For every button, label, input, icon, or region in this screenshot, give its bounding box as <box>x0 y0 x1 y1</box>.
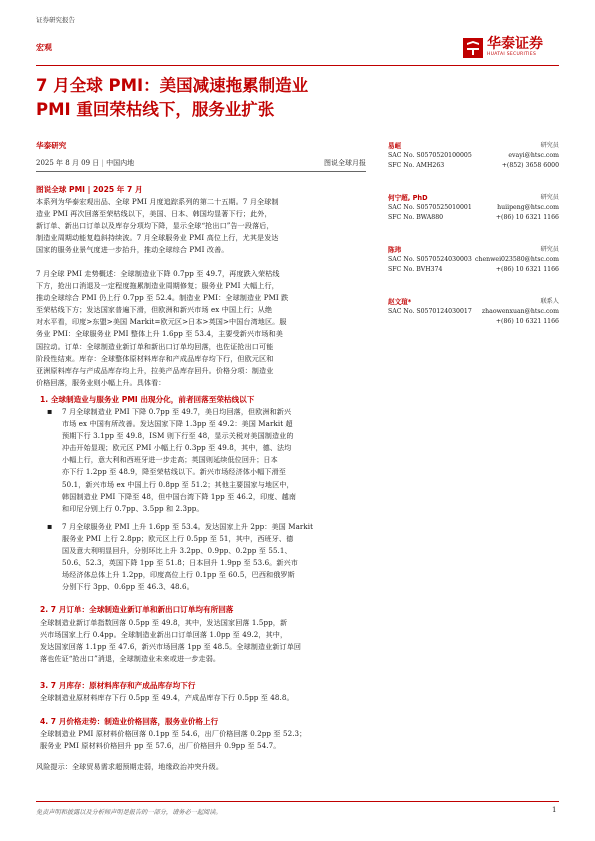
text-line: 造业 PMI 再次回落至荣枯线以下，美国、日本、韩国均显著下行；此外， <box>36 209 272 219</box>
text-line: 对水平看，印度>东盟>美国 Markit=欧元区>日本>英国>中国台湾地区。服 <box>36 317 287 327</box>
text-line: 本系列为华泰宏观出品、全球 PMI 月度追踪系列的第二十五期。7 月全球制 <box>36 197 279 206</box>
text-line: 国及意大利明显回升，分别环比上升 3.2pp、0.9pp、0.2pp 至 55.1、 <box>62 546 292 556</box>
analyst-phone: +(86) 10 6321 1166 <box>495 213 559 221</box>
text-line: 服务业 PMI 上行 2.8pp；欧元区上行 0.5pp 至 51，其中，西班牙、德 <box>62 534 294 544</box>
text-line: 7 月全球 PMI 走势概述：全球制造业下降 0.7pp 至 49.7，再度跌入荣枯线 <box>36 269 280 278</box>
analyst-name: 赵文瑄* <box>388 298 412 306</box>
page-number: 1 <box>552 806 557 814</box>
meta-row: 2025 年 8 月 09 日 | 中国内地 图说全球月报 <box>36 159 366 167</box>
org-name: 华泰研究 <box>36 141 67 150</box>
bullet-icon: ▪ <box>47 522 53 531</box>
logo-en: HUATAI SECURITIES <box>487 52 537 57</box>
text-line: 小幅上行，意大利和西班牙进一步走高；英国则延续低位回升；日本 <box>62 455 278 465</box>
text-line: 预期下行 3.1pp 至 49.8，ISM 则下行至 48，显示关税对美国制造业的 <box>62 431 294 441</box>
title-line2: PMI 重回荣枯线下，服务业扩张 <box>36 100 275 119</box>
summary-paragraph <box>36 268 366 389</box>
risk-warning: 风险提示：全球贸易需求超预期走弱，地缘政治冲突升级。 <box>36 762 224 771</box>
sac-no: SAC No. S0570524030003 <box>388 256 472 263</box>
logo-text: 华泰证券 <box>487 36 543 52</box>
text-line: 价格回落，服务业则小幅上升。具体看： <box>36 377 166 387</box>
text-line: 至荣枯线下方；发达国家普遍下滑，但欧洲和新兴市场 ex 中国上行；从绝 <box>36 305 273 315</box>
analyst-role: 联系人 <box>540 298 559 305</box>
text-line: 制造业周期动能复趋斜持续波。7 月全球服务业 PMI 高位上行，尤其是发达 <box>36 233 279 243</box>
section-paragraph <box>40 692 366 704</box>
analyst-card <box>388 140 559 192</box>
text-line: 务业 PMI：全球服务业 PMI 整体上升 1.6pp 至 53.4，主要受新兴市场和美 <box>36 329 283 339</box>
analyst-email[interactable]: evayi@htsc.com <box>508 152 559 159</box>
sac-no: SAC No. S0570520100005 <box>388 152 472 159</box>
text-line: 亚洲原料库存与产成品库存均上升，拉美产品库存回升。价格分项：制造业 <box>36 365 274 375</box>
sfc-no: SFC No. BWA880 <box>388 213 444 221</box>
text-line: 全球制造业新订单指数回落 0.5pp 至 49.8，其中，发达国家回落 1.5pp，新 <box>40 618 288 627</box>
footer-disclaimer[interactable]: 免责声明和披露以及分析师声明是报告的一部分，请务必一起阅读。 <box>36 809 222 816</box>
bullet-block <box>47 521 366 594</box>
meta-divider <box>36 171 366 172</box>
analyst-email[interactable]: zhaowenxuan@htsc.com <box>481 308 559 315</box>
section-heading: 3. 7 月库存：原材料库存和产成品库存均下行 <box>40 681 196 690</box>
text-line: 全球制造业原材料库存下行 0.5pp 至 49.4，产成品库存下行 0.5pp 至 48.8。 <box>40 693 294 702</box>
report-date: 2025 年 8 月 09 日 <box>36 159 100 167</box>
analyst-name: 陈玮 <box>388 246 402 254</box>
text-line: 市场 ex 中国有所改善。发达国家下降 1.3pp 至 49.2：美国 Markit 超 <box>62 419 293 429</box>
sac-no: SAC No. S0570124030017 <box>388 308 472 315</box>
text-line: 国拉动。订单：全球制造业新订单和新出口订单均回落，也佐证抢出口可能 <box>36 341 274 351</box>
logo-icon <box>463 38 483 58</box>
intro-paragraph <box>36 196 366 256</box>
analyst-email[interactable]: chenwei023580@htsc.com <box>475 256 559 263</box>
bullet-icon: ▪ <box>47 407 53 416</box>
header-divider <box>36 65 559 66</box>
text-line: 服务业 PMI 原材料价格回升 pp 至 57.6，出厂价格回升 0.9pp 至 54.7。 <box>40 741 281 751</box>
text-line: 落也佐证“抢出口”消退，全球制造业未来或进一步走弱。 <box>40 654 221 664</box>
text-line: 国家的服务业景气度进一步抬升，推动全球综合 PMI 改善。 <box>36 245 229 255</box>
analyst-name: 何宁超, PhD <box>388 194 428 202</box>
text-line: 亦下行 1.2pp 至 48.9，降至荣枯线以下。新兴市场经济体小幅下滑至 <box>62 467 286 477</box>
sector-label: 宏观 <box>36 43 52 52</box>
text-line: 7 月全球制造业 PMI 下降 0.7pp 至 49.7，美日均回落，但欧洲和新兴 <box>62 407 292 416</box>
report-region: 中国内地 <box>106 159 135 167</box>
analyst-card <box>388 244 559 296</box>
text-line: 冲击开始显现；欧元区 PMI 小幅上行 0.3pp 至 49.8，其中，德、法均 <box>62 443 292 453</box>
analyst-role: 研究员 <box>540 142 559 149</box>
company-logo <box>463 36 563 60</box>
report-type: 证券研究报告 <box>36 16 75 24</box>
section-paragraph <box>40 617 366 665</box>
text-line: 韩国制造业 PMI 下降至 48，但中国台湾下降 1pp 至 46.2，印度、越南 <box>62 491 297 501</box>
text-line: 50.6、52.3，英国下降 1pp 至 51.8；日本回升 1.9pp 至 53.6。新兴市 <box>62 558 298 568</box>
analyst-role: 研究员 <box>540 246 559 253</box>
text-line: 兴市场国家上行 0.4pp。全球制造业新出口订单回落 1.0pp 至 49.2，其中， <box>40 630 288 640</box>
title-line1: 7 月全球 PMI：美国减速拖累制造业 <box>36 76 309 95</box>
text-line: 7 月全球服务业 PMI 上升 1.6pp 至 53.4。发达国家上升 2pp：美国 Markit <box>62 522 314 531</box>
text-line: 新订单、新出口订单以及库存分项均下降，显示全球“抢出口”告一段落后， <box>36 221 274 231</box>
sfc-no: SFC No. BVH374 <box>388 265 443 273</box>
text-line: 和印尼分别上行 0.7pp、3.5pp 和 2.3pp。 <box>62 503 204 513</box>
text-line: 50.1，新兴市场 ex 中国上行 0.8pp 至 51.2；其他主要国家与地区中， <box>62 479 294 489</box>
text-line: 场经济体总体上升 1.2pp，印度高位上行 0.1pp 至 60.5，巴西和俄罗斯 <box>62 570 295 580</box>
analyst-card <box>388 192 559 244</box>
text-line: 全球制造业 PMI 原材料价格回落 0.1pp 至 54.6，出厂价格回落 0.2pp 至 52.3； <box>40 729 307 738</box>
analyst-name: 易峘 <box>388 142 402 150</box>
analyst-phone: +(86) 10 6321 1166 <box>495 265 559 273</box>
analyst-email[interactable]: huiipeng@htsc.com <box>497 204 559 211</box>
section-heading: 2. 7 月订单：全球制造业新订单和新出口订单均有所回落 <box>40 605 234 614</box>
footer-divider <box>36 801 559 802</box>
text-line: 推动全球综合 PMI 仍上行 0.7pp 至 52.4。制造业 PMI：全球制造业 PMI 跌 <box>36 293 289 303</box>
analyst-card <box>388 296 559 348</box>
intro-heading: 图说全球 PMI | 2025 年 7 月 <box>36 185 143 194</box>
analyst-phone: +(86) 10 6321 1166 <box>495 317 559 325</box>
text-line: 下方，抢出口消退及一定程度拖累制造业周期修复；服务业 PMI 大幅上行， <box>36 281 279 291</box>
section-heading: 4. 7 月价格走势：制造业价格回落，服务业价格上行 <box>40 717 219 726</box>
section-paragraph <box>40 728 366 752</box>
text-line: 发达国家回落 1.1pp 至 47.6，新兴市场回落 1pp 至 48.5。全球制造业新订单回 <box>40 642 302 652</box>
section-heading: 1. 全球制造业与服务业 PMI 出现分化，前者回落至荣枯线以下 <box>40 395 255 404</box>
analyst-role: 研究员 <box>540 194 559 201</box>
report-kind: 图说全球月报 <box>324 159 366 167</box>
text-line: 分别下行 3pp、0.6pp 至 46.3、48.6。 <box>62 582 194 592</box>
sfc-no: SFC No. AMH263 <box>388 161 445 169</box>
bullet-block <box>47 406 366 515</box>
analyst-phone: +(852) 3658 6000 <box>501 161 559 169</box>
sac-no: SAC No. S0570525010001 <box>388 204 472 211</box>
analyst-panel <box>388 140 559 348</box>
text-line: 阶段性结束。库存：全球整体原材料库存和产成品库存均下行，但欧元区和 <box>36 353 274 363</box>
